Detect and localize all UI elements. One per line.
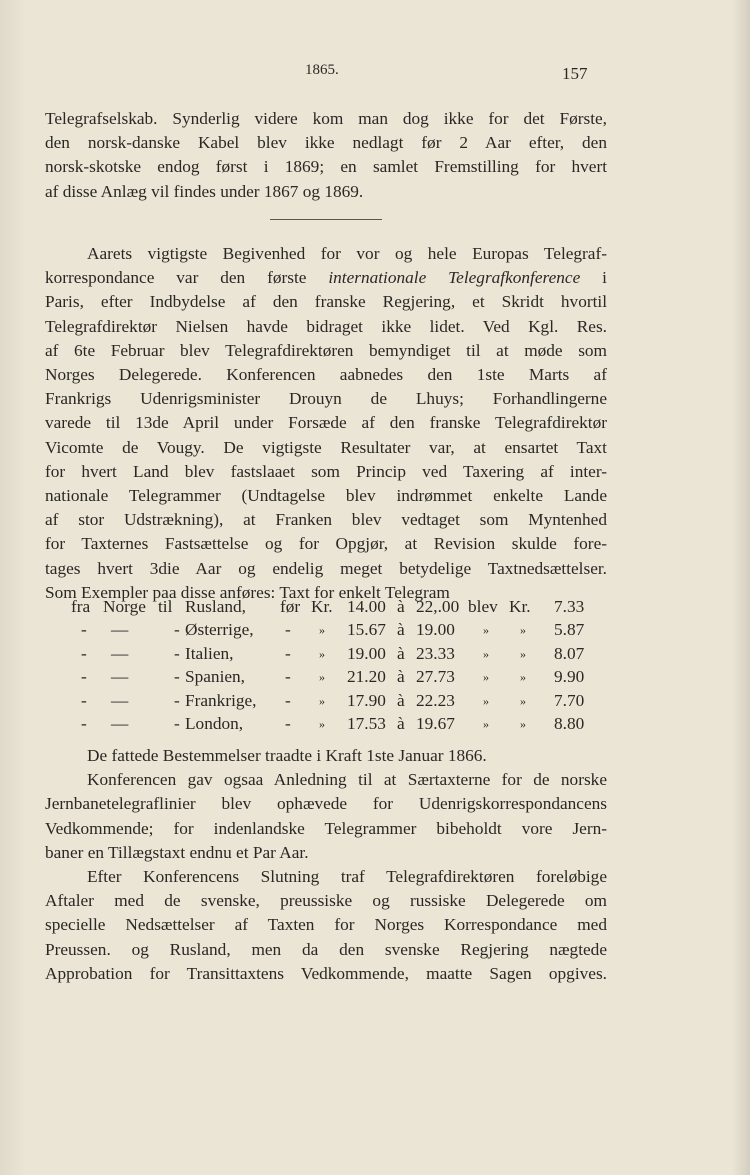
cell-til: - [174, 620, 180, 640]
cell-til: - [174, 690, 180, 710]
text-line: varede til 13de April under Forsæde af den franske Telegrafdirektør [45, 413, 607, 433]
cell-after: » [483, 716, 489, 731]
paragraph-3-5 [45, 744, 607, 986]
text-span: i [602, 268, 607, 288]
text-line: Som Exempler paa disse anføres: Taxt for enkelt Telegram [45, 582, 450, 602]
cell-til: til [158, 597, 173, 616]
table-row [45, 667, 607, 690]
text-line: den norsk-danske Kabel blev ikke nedlagt før 2 Aar efter, den [45, 133, 607, 153]
cell-from: Norge [103, 597, 146, 616]
cell-country: Østerrige, [185, 620, 254, 640]
cell-currency: » [319, 623, 325, 638]
cell-til: - [174, 643, 180, 663]
cell-prefix: - [81, 713, 87, 733]
cell-country: Spanien, [185, 667, 245, 687]
table-row [45, 597, 607, 620]
text-line: Vedkommende; for indenlandske Telegrammer bibeholdt vore Jern- [45, 818, 607, 838]
cell-old-rate-2: 19.67 [416, 713, 455, 733]
cell-before: - [285, 620, 291, 640]
cell-dash: — [111, 690, 129, 710]
cell-old-rate: 19.00 [347, 643, 386, 663]
text-line: Paris, efter Indbydelse af den franske Regjering, et Skridt hvortil [45, 292, 607, 312]
page-header [0, 62, 750, 86]
cell-country: Rusland, [185, 597, 246, 616]
text-line: Efter Konferencens Slutning traf Telegrafdirektøren foreløbige [87, 867, 607, 887]
text-line: norsk-skotske endog først i 1869; en samlet Fremstilling for hvert [45, 157, 607, 177]
cell-prefix: - [81, 667, 87, 687]
cell-old-rate-2: 19.00 [416, 620, 455, 640]
cell-old-rate-2: 22.23 [416, 690, 455, 710]
paragraph-2 [45, 242, 607, 605]
cell-currency: » [520, 623, 526, 638]
text-line: Vicomte de Vougy. De vigtigste Resultater var, at ensartet Taxt [45, 437, 607, 457]
cell-after: » [483, 623, 489, 638]
cell-currency: » [520, 693, 526, 708]
cell-a: à [397, 597, 405, 616]
cell-country: Italien, [185, 643, 234, 663]
cell-before: - [285, 690, 291, 710]
text-line-with-italic [45, 266, 607, 290]
cell-prefix: - [81, 620, 87, 640]
text-line: Preussen. og Rusland, men da den svenske Regjering nægtede [45, 939, 607, 959]
cell-dash: — [111, 667, 129, 687]
cell-currency: » [319, 670, 325, 685]
header-year: 1865. [305, 62, 339, 78]
cell-til: - [174, 667, 180, 687]
cell-old-rate: 21.20 [347, 667, 386, 687]
tariff-table [45, 597, 607, 737]
cell-before: - [285, 643, 291, 663]
cell-before: - [285, 667, 291, 687]
page-number: 157 [562, 64, 588, 83]
cell-after: » [483, 670, 489, 685]
table-row [45, 644, 607, 667]
text-line: nationale Telegrammer (Undtagelse blev indrømmet enkelte Lande [45, 486, 607, 506]
text-line: for hvert Land blev fastslaaet som Princip ved Taxering af inter- [45, 461, 607, 481]
text-line: af 6te Februar blev Telegrafdirektøren bemyndiget til at møde som [45, 340, 607, 360]
cell-prefix: fra [71, 597, 91, 616]
cell-currency: Kr. [509, 597, 531, 616]
italic-term: internationale Telegrafkonference [328, 268, 581, 288]
cell-old-rate: 17.90 [347, 690, 386, 710]
cell-new-rate: 7.70 [554, 690, 585, 710]
cell-a: à [397, 620, 405, 640]
cell-currency: » [520, 716, 526, 731]
cell-new-rate: 8.80 [554, 713, 585, 733]
cell-currency: » [319, 646, 325, 661]
cell-currency: » [319, 693, 325, 708]
cell-after: » [483, 693, 489, 708]
cell-before: - [285, 713, 291, 733]
cell-before: før [280, 597, 301, 616]
table-row [45, 714, 607, 737]
cell-til: - [174, 713, 180, 733]
text-line: Aarets vigtigste Begivenhed for vor og hele Europas Telegraf- [87, 244, 607, 263]
cell-old-rate: 15.67 [347, 620, 386, 640]
cell-currency: » [520, 670, 526, 685]
text-line: Approbation for Transittaxtens Vedkommende, maatte Sagen opgives. [45, 963, 607, 983]
section-divider [270, 219, 382, 220]
cell-old-rate-2: 23.33 [416, 643, 455, 663]
text-line: af stor Udstrækning), at Franken blev vedtaget som Myntenhed [45, 510, 607, 530]
cell-after: blev [468, 597, 498, 616]
cell-old-rate: 17.53 [347, 713, 386, 733]
cell-prefix: - [81, 643, 87, 663]
table-row [45, 691, 607, 714]
text-line: De fattede Bestemmelser traadte i Kraft 1ste Januar 1866. [87, 746, 487, 765]
cell-old-rate-2: 27.73 [416, 667, 455, 687]
text-line: Jernbanetelegraflinier blev ophævede for Udenrigskorrespondancens [45, 794, 607, 814]
text-line: Frankrigs Udenrigsminister Drouyn de Lhuys; Forhandlingerne [45, 389, 607, 409]
cell-currency: » [319, 716, 325, 731]
cell-a: à [397, 690, 405, 710]
text-span: korrespondance var den første [45, 268, 307, 288]
cell-country: Frankrige, [185, 690, 257, 710]
cell-old-rate: 14.00 [347, 597, 386, 616]
text-line: for Taxternes Fastsættelse og for Opgjør, at Revision skulde fore- [45, 534, 607, 554]
text-line: Telegrafselskab. Synderlig videre kom man dog ikke for det Første, [45, 109, 607, 128]
cell-new-rate: 5.87 [554, 620, 585, 640]
text-line: Telegrafdirektør Nielsen havde bidraget ikke lidet. Ved Kgl. Res. [45, 316, 607, 336]
text-line: af disse Anlæg vil findes under 1867 og 1869. [45, 181, 364, 201]
text-line: Konferencen gav ogsaa Anledning til at Særtaxterne for de norske [87, 770, 607, 790]
cell-new-rate: 8.07 [554, 643, 585, 663]
text-line: Aftaler med de svenske, preussiske og russiske Delegerede om [45, 891, 607, 911]
cell-old-rate-2: 22,.00 [416, 597, 460, 616]
cell-dash: — [111, 620, 129, 640]
cell-after: » [483, 646, 489, 661]
cell-currency: Kr. [311, 597, 333, 616]
cell-new-rate: 9.90 [554, 667, 585, 687]
cell-a: à [397, 667, 405, 687]
cell-prefix: - [81, 690, 87, 710]
cell-new-rate: 7.33 [554, 597, 585, 616]
text-line: specielle Nedsættelser af Taxten for Norges Korrespondance med [45, 915, 607, 935]
text-line: Norges Delegerede. Konferencen aabnedes den 1ste Marts af [45, 365, 607, 385]
cell-currency: » [520, 646, 526, 661]
cell-a: à [397, 643, 405, 663]
paragraph-1 [45, 107, 607, 204]
table-row [45, 620, 607, 643]
cell-a: à [397, 713, 405, 733]
cell-dash: — [111, 713, 129, 733]
cell-dash: — [111, 643, 129, 663]
text-line: baner en Tillægstaxt endnu et Par Aar. [45, 842, 309, 862]
cell-country: London, [185, 713, 244, 733]
text-line: tages hvert 3die Aar og endelig meget betydelige Taxtnedsættelser. [45, 558, 607, 578]
